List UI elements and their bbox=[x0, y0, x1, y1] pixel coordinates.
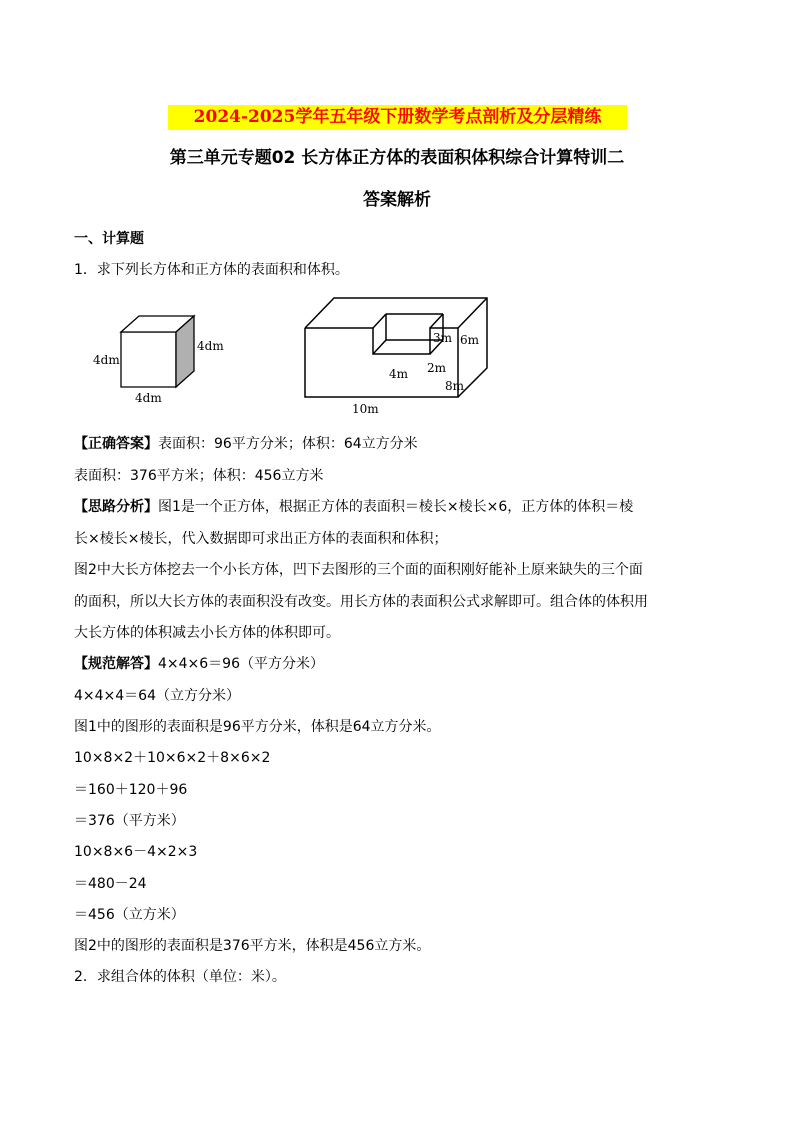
solution-line-1 bbox=[74, 654, 324, 674]
solution-text-1: 4×4×6＝96（平方分米） bbox=[158, 656, 324, 672]
notch-height-label: 3m bbox=[433, 331, 453, 345]
solution-line-10: 图2中的图形的表面积是376平方米，体积是456立方米。 bbox=[74, 938, 431, 954]
question-1-prompt: 1．求下列长方体和正方体的表面积和体积。 bbox=[74, 262, 349, 278]
solution-line-9: ＝456（立方米） bbox=[74, 907, 185, 923]
notch-width-label: 4m bbox=[389, 367, 409, 381]
cuboid-height-label: 6m bbox=[460, 333, 480, 347]
analysis-line-1 bbox=[74, 497, 633, 517]
cube-width-label: 4dm bbox=[135, 391, 162, 405]
analysis-line-3: 图2中大长方体挖去一个小长方体，凹下去图形的三个面的面积刚好能补上原来缺失的三个面 bbox=[74, 562, 643, 578]
analysis-line-5: 大长方体的体积减去小长方体的体积即可。 bbox=[74, 625, 340, 641]
cube-height-label: 4dm bbox=[93, 353, 120, 367]
cuboid-depth-label: 8m bbox=[445, 379, 465, 393]
solution-line-4: 10×8×2＋10×6×2＋8×6×2 bbox=[74, 750, 271, 766]
solution-line-7: 10×8×6－4×2×3 bbox=[74, 844, 198, 860]
solution-line-5: ＝160＋120＋96 bbox=[74, 782, 188, 798]
solution-line-3: 图1中的图形的表面积是96平方分米，体积是64立方分米。 bbox=[74, 719, 441, 735]
notch-depth-label: 2m bbox=[427, 361, 447, 375]
cube-depth-label: 4dm bbox=[197, 339, 224, 353]
answer-line-2: 表面积：376平方米；体积：456立方米 bbox=[74, 468, 324, 484]
title-banner bbox=[168, 105, 627, 130]
cuboid-length-label: 10m bbox=[352, 402, 379, 416]
answer-line-1 bbox=[74, 434, 418, 454]
figure-cube bbox=[90, 308, 240, 408]
analysis-line-2: 长×棱长×棱长，代入数据即可求出正方体的表面积和体积； bbox=[74, 531, 448, 547]
section-heading: 一、计算题 bbox=[74, 231, 144, 247]
page-subtitle: 答案解析 bbox=[363, 190, 431, 210]
solution-line-6: ＝376（平方米） bbox=[74, 813, 185, 829]
banner-title: 2024-2025学年五年级下册数学考点剖析及分层精练 bbox=[193, 107, 602, 127]
solution-line-2: 4×4×4＝64（立方分米） bbox=[74, 688, 240, 704]
page-title: 第三单元专题02 长方体正方体的表面积体积综合计算特训二 bbox=[169, 148, 625, 168]
answer-text-1: 表面积：96平方分米；体积：64立方分米 bbox=[158, 436, 418, 452]
analysis-text-1: 图1是一个正方体，根据正方体的表面积＝棱长×棱长×6，正方体的体积＝棱 bbox=[158, 499, 634, 515]
question-2-prompt: 2．求组合体的体积（单位：米）。 bbox=[74, 969, 286, 985]
answer-tag: 【正确答案】 bbox=[74, 436, 158, 452]
figure-notched-cuboid bbox=[290, 292, 500, 420]
solution-line-8: ＝480－24 bbox=[74, 876, 147, 892]
solution-tag: 【规范解答】 bbox=[74, 656, 158, 672]
analysis-tag: 【思路分析】 bbox=[74, 499, 158, 515]
analysis-line-4: 的面积，所以大长方体的表面积没有改变。用长方体的表面积公式求解即可。组合体的体积用 bbox=[74, 594, 648, 610]
